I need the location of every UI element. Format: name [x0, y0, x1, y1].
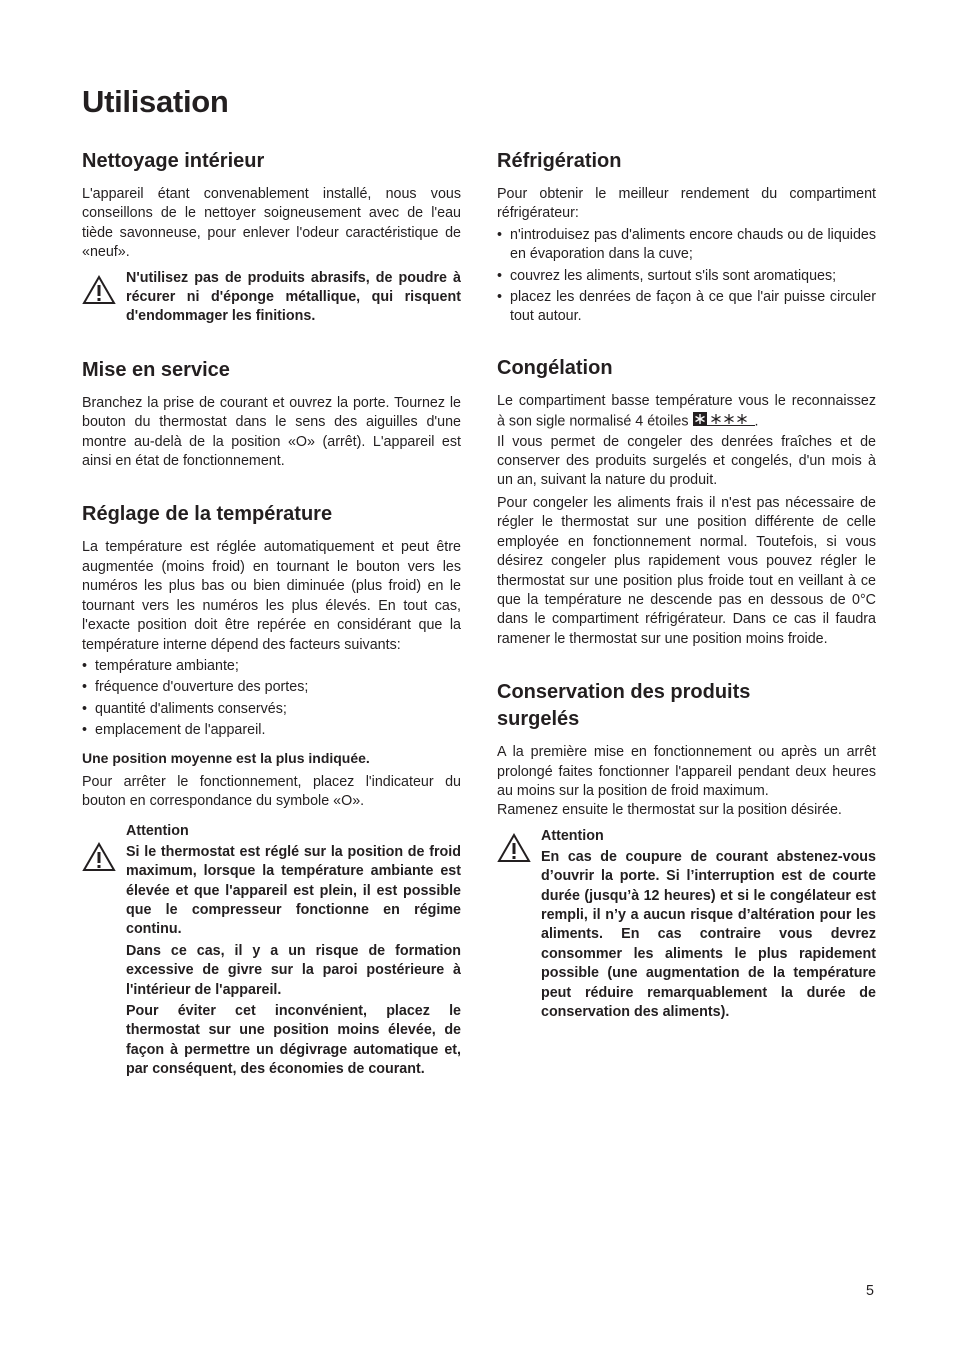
heading-reglage: Réglage de la température [82, 503, 333, 526]
right-column [497, 148, 876, 1046]
section-nettoyage [82, 148, 461, 327]
section-congelation [497, 355, 876, 649]
attention-paragraph: En cas de coupure de courant abstenez-vous d’ouvrir la porte. Si l’interruption est de courte durée (jusqu’à 12 heures) et si le congélateur est rempli, il n’y a aucun risque d’altération pour les aliments. En cas contraire vous devrez consommer les aliments le plus rapidement possible (une augmentation de la température peut réduire remarquablement la durée de conservation des aliments). [541, 848, 876, 1020]
nettoyage-warning-text: N'utilisez pas de produits abrasifs, de poudre à récurer ni d'éponge métallique, qui risquent d'endommager les finitions. [126, 269, 461, 325]
nettoyage-text: L'appareil étant convenablement installé, nous vous conseillons de le nettoyer soigneusement avec de l'eau tiède savonneuse, pour enlever l'odeur caractéristique de «neuf». [82, 186, 461, 261]
list-item: • n'introduisez pas d'aliments encore chauds ou de liquides en évaporation dans la cuve; [497, 226, 876, 265]
list-item: • emplacement de l'appareil. [82, 721, 461, 740]
four-star-freezer-icon [693, 412, 755, 432]
congelation-text-3: Pour congeler les aliments frais il n'est pas nécessaire de régler le thermostat sur une position différente de celle employée en fonctionnement normal. Toutefois, si vous désirez congeler plus rapidement vous pouvez régler le thermostat sur une position plus froide tout en veillant à ce que la température ne descende pas en dessous de 0°C dans le compartiment réfrigérateur. Dans ce cas il faudra ramener le thermostat sur une position moins froide. [497, 494, 876, 647]
reglage-bold-note: Une position moyenne est la plus indiquée. [82, 749, 370, 766]
heading-refrigeration: Réfrigération [497, 150, 622, 172]
attention-paragraph: Si le thermostat est réglé sur la position de froid maximum, lorsque la température ambiante est élevée et que l'appareil est plein, il est possible que le compresseur fonctionne en régime continu. [126, 843, 461, 938]
reglage-bullet-list [82, 657, 461, 741]
list-item: • quantité d'aliments conservés; [82, 700, 461, 719]
warning-icon [82, 822, 122, 1080]
conservation-text-2: Ramenez ensuite le thermostat sur la position désirée. [497, 802, 842, 819]
congelation-text-1-body: Le compartiment basse température vous le reconnaissez à son sigle normalisé 4 étoiles [497, 392, 876, 430]
section-conservation [497, 679, 876, 1022]
reglage-stop-text: Pour arrêter le fonctionnement, placez l'indicateur du bouton en correspondance du symbole «O». [82, 773, 461, 810]
left-column [82, 148, 461, 1104]
warning-icon [497, 827, 537, 1023]
attention-paragraph: Dans ce cas, il y a un risque de formation excessive de givre sur la paroi postérieure à l'intérieur de l'appareil. [126, 942, 461, 998]
list-item: • température ambiante; [82, 657, 461, 676]
heading-congelation: Congélation [497, 356, 613, 379]
list-item: • couvrez les aliments, surtout s'ils sont aromatiques; [497, 267, 876, 286]
attention-label: Attention [126, 822, 189, 839]
attention-label: Attention [541, 827, 604, 844]
heading-conservation: Conservation des produits surgelés [497, 681, 751, 731]
section-mise-en-service [82, 357, 461, 472]
conservation-text-1: A la première mise en fonctionnement ou après un arrêt prolongé faites fonctionner l'appareil pendant deux heures au moins sur la position de froid maximum. [497, 744, 876, 799]
section-refrigeration [497, 148, 876, 327]
warning-icon [82, 269, 122, 327]
reglage-text: La température est réglée automatiquement et peut être augmentée (moins froid) en tournant le bouton vers les numéros les plus bas ou bien diminuée (plus froid) en le tournant vers les numéros les plus élevés. En tout cas, l'exacte position doit être repérée en considérant que la température interne dépend des facteurs suivants: [82, 539, 461, 653]
congelation-text-1-end: . [754, 413, 759, 430]
refrigeration-intro: Pour obtenir le meilleur rendement du compartiment réfrigérateur: [497, 186, 876, 222]
list-item: • fréquence d'ouverture des portes; [82, 678, 461, 697]
heading-nettoyage: Nettoyage intérieur [82, 150, 265, 172]
page-number: 5 [866, 1283, 874, 1299]
heading-mise-en-service: Mise en service [82, 358, 230, 381]
attention-paragraph: Pour éviter cet inconvénient, placez le thermostat sur une position moins élevée, de façon à permettre un dégivrage automatique et, par conséquent, des économies de courant. [126, 1003, 461, 1078]
list-item: • placez les denrées de façon à ce que l'air puisse circuler tout autour. [497, 288, 876, 327]
mise-en-service-text: Branchez la prise de courant et ouvrez la porte. Tournez le bouton du thermostat dans le sens des aiguilles d'une montre au-delà de la position «O» (arrêt). L'appareil est ainsi en état de fonctionnement. [82, 394, 461, 470]
reglage-attention [82, 822, 461, 1080]
refrigeration-bullet-list [497, 226, 876, 327]
congelation-text-2: Il vous permet de congeler des denrées fraîches et de conserver des produits surgelés et congelés, d'un mois à un an, suivant la nature du produit. [497, 433, 876, 489]
nettoyage-warning [82, 269, 461, 327]
section-reglage [82, 501, 461, 1079]
page-title: Utilisation [82, 84, 229, 119]
conservation-attention [497, 827, 876, 1023]
congelation-text-1 [497, 392, 876, 433]
